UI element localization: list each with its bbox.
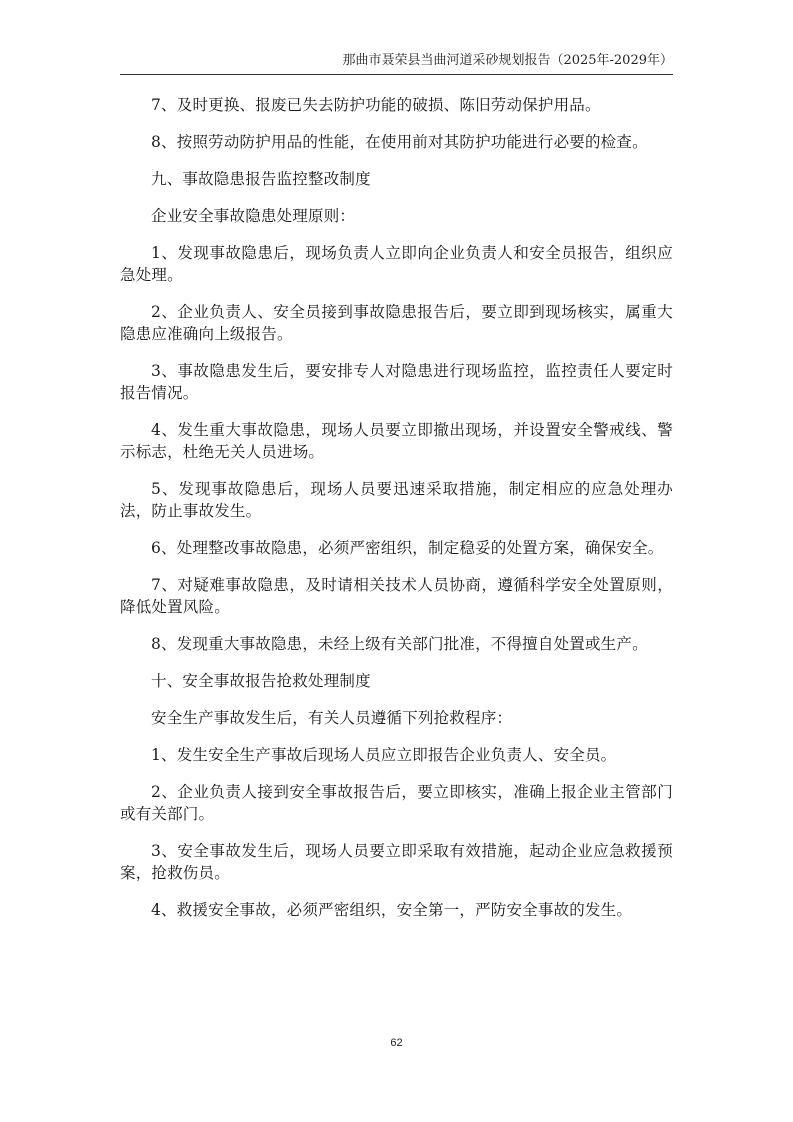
document-body	[120, 94, 673, 936]
paragraph-rescue-item-4: 4、救援安全事故，必须严密组织，安全第一，严防安全事故的发生。	[151, 901, 633, 919]
paragraph-hazard-item-1: 1、发现事故隐患后，现场负责人立即向企业负责人和安全员报告，组织应急处理。	[120, 244, 673, 284]
paragraph-hazard-item-7: 7、对疑难事故隐患，及时请相关技术人员协商，遵循科学安全处置原则，降低处置风险。	[120, 576, 673, 616]
paragraph-hazard-item-8: 8、发现重大事故隐患，未经上级有关部门批准，不得擅自处置或生产。	[151, 635, 648, 653]
paragraph-hazard-item-6: 6、处理整改事故隐患，必须严密组织，制定稳妥的处置方案，确保安全。	[151, 539, 664, 557]
paragraph-hazard-item-5: 5、发现事故隐患后，现场人员要迅速采取措施，制定相应的应急处理办法，防止事故发生。	[120, 480, 673, 520]
paragraph-hazard-item-2: 2、企业负责人、安全员接到事故隐患报告后，要立即到现场核实，属重大隐患应准确向上级报告。	[120, 303, 673, 343]
paragraph-hazard-principles: 企业安全事故隐患处理原则：	[151, 207, 356, 225]
section-heading-hazard-report: 九、事故隐患报告监控整改制度	[151, 170, 371, 188]
paragraph-rescue-item-1: 1、发生安全生产事故后现场人员应立即报告企业负责人、安全员。	[151, 746, 617, 764]
paragraph-rescue-item-3: 3、安全事故发生后，现场人员要立即采取有效措施，起动企业应急救援预案，抢救伤员。	[120, 842, 673, 882]
running-header: 那曲市聂荣县当曲河道采砂规划报告（2025年-2029年）	[342, 53, 673, 68]
section-heading-accident-report: 十、安全事故报告抢救处理制度	[151, 672, 371, 690]
header-rule	[120, 74, 673, 75]
page-number: 62	[390, 1037, 403, 1049]
paragraph-protective-check: 8、按照劳动防护用品的性能，在使用前对其防护功能进行必要的检查。	[151, 133, 648, 151]
paragraph-rescue-item-2: 2、企业负责人接到安全事故报告后，要立即核实，准确上报企业主管部门或有关部门。	[120, 783, 673, 823]
paragraph-protective-replace: 7、及时更换、报废已失去防护功能的破损、陈旧劳动保护用品。	[151, 96, 601, 114]
paragraph-hazard-item-3: 3、事故隐患发生后，要安排专人对隐患进行现场监控，监控责任人要定时报告情况。	[120, 362, 673, 402]
paragraph-rescue-procedure: 安全生产事故发生后，有关人员遵循下列抢救程序：	[151, 709, 513, 727]
paragraph-hazard-item-4: 4、发生重大事故隐患，现场人员要立即撤出现场，并设置安全警戒线、警示标志，杜绝无关人员进场。	[120, 421, 673, 461]
